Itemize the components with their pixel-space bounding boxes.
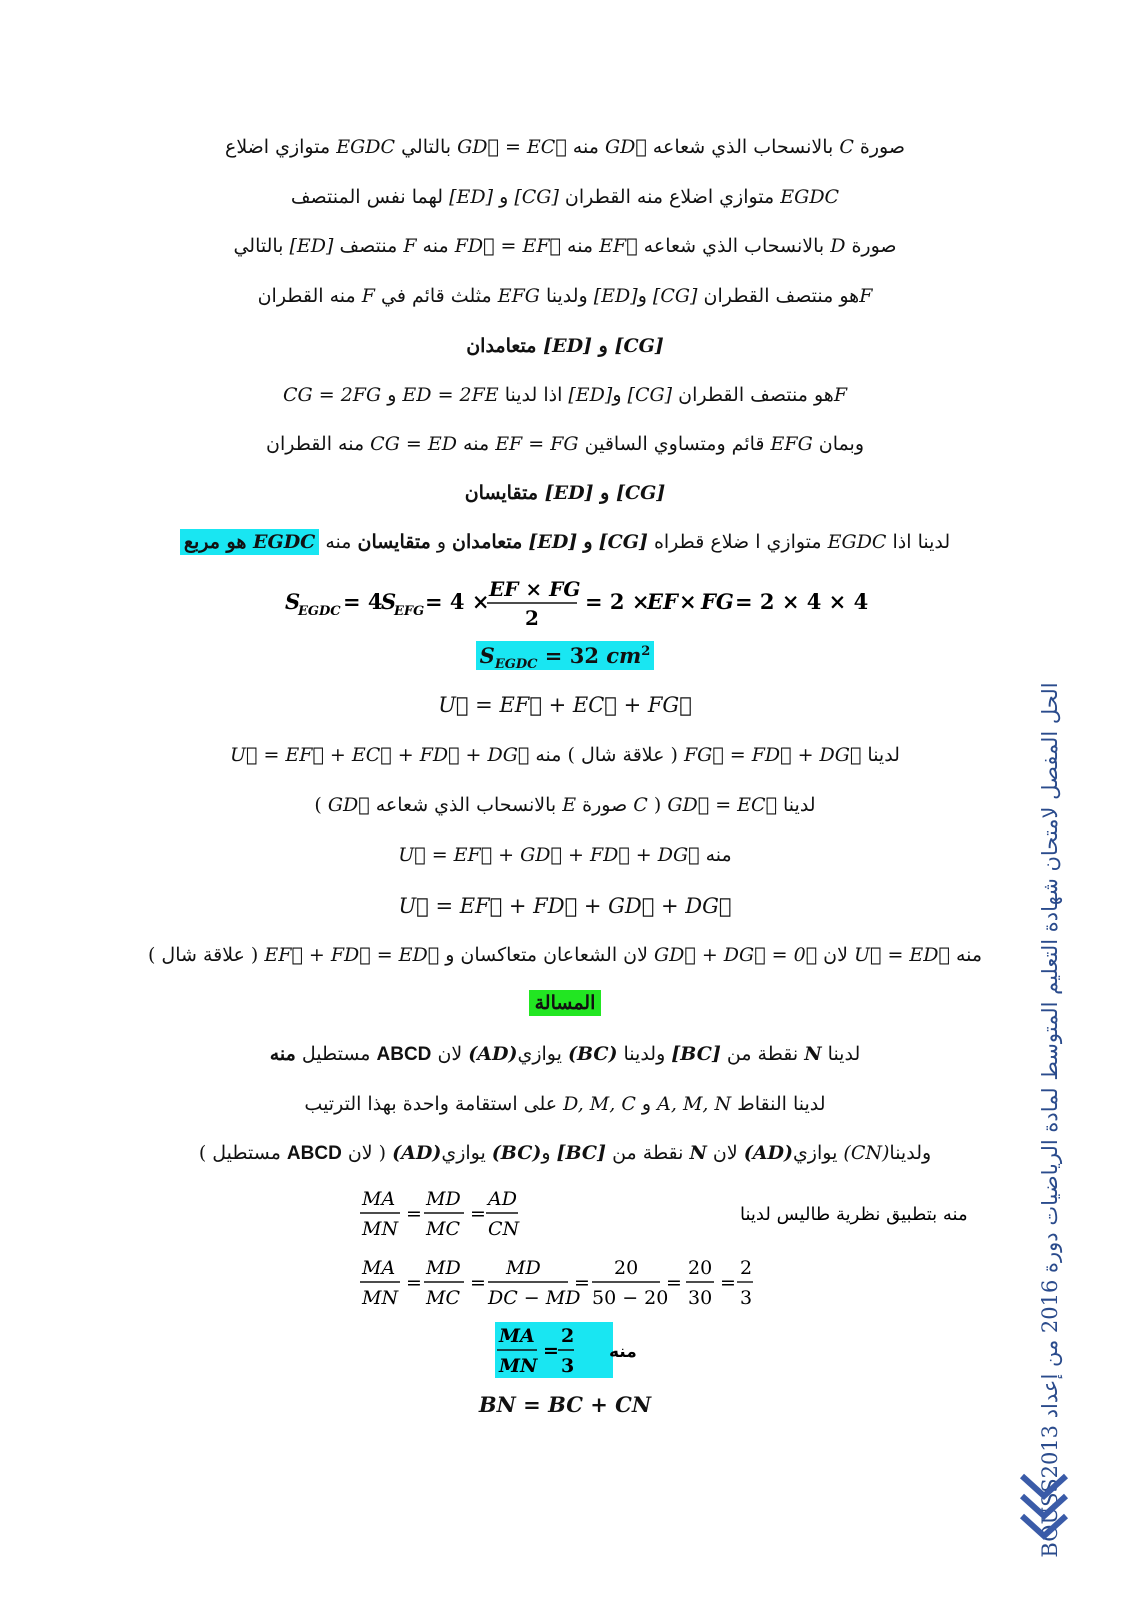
ratio-computation-svg bbox=[360, 1252, 780, 1312]
proof-line-15: لدينا N نقطة من [BC] ولدينا (BC) يوازي(AD) لان ABCD مستطيل منه bbox=[269, 1043, 861, 1065]
svg-text:S: S bbox=[285, 589, 301, 614]
proof-line-4: Fهو منتصف القطران [CG] و[ED] ولدينا EFG مثلث قائم في F منه القطران bbox=[257, 285, 873, 307]
svg-text:×: × bbox=[679, 589, 697, 614]
svg-text:FG: FG bbox=[701, 589, 734, 614]
svg-text:MC: MC bbox=[426, 1218, 460, 1240]
thales-ratios bbox=[360, 1183, 968, 1248]
sidebar-caption bbox=[1030, 682, 1070, 1558]
vector-u-def: U⃗ = EF⃗ + EC⃗ + FG⃗ bbox=[438, 693, 692, 717]
area-formula bbox=[120, 575, 1010, 636]
svg-text:3: 3 bbox=[561, 1355, 575, 1377]
svg-text:MN: MN bbox=[499, 1355, 538, 1377]
svg-text:=: = bbox=[470, 1203, 486, 1225]
svg-text:EGDC: EGDC bbox=[298, 604, 341, 619]
svg-text:MD: MD bbox=[426, 1188, 461, 1210]
proof-line-6: Fهو منتصف القطران [CG] و[ED] اذا لدينا ED = 2FE و CG = 2FG bbox=[282, 384, 848, 406]
svg-text:= 4: = 4 bbox=[343, 589, 383, 614]
proof-line-12: منه U⃗ = EF⃗ + GD⃗ + FD⃗ + DG⃗ bbox=[398, 844, 732, 866]
svg-text:منه: منه bbox=[609, 1342, 637, 1362]
vector-u-reorder: U⃗ = EF⃗ + FD⃗ + GD⃗ + DG⃗ bbox=[398, 894, 732, 918]
svg-text:2: 2 bbox=[561, 1325, 575, 1347]
svg-text:= 4 ×: = 4 × bbox=[425, 589, 490, 614]
svg-text:=: = bbox=[666, 1272, 682, 1294]
problem-heading: المسالة bbox=[120, 992, 1010, 1014]
proof-line-3: صورة D بالانسحاب الذي شعاعه EF⃗ منه FD⃗ = EF⃗ منه F منتصف [ED] بالتالي bbox=[233, 235, 897, 257]
svg-text:MC: MC bbox=[426, 1287, 460, 1309]
svg-text:=: = bbox=[406, 1203, 422, 1225]
svg-text:20: 20 bbox=[688, 1257, 713, 1279]
svg-text:= 2 × 4 × 4: = 2 × 4 × 4 bbox=[735, 589, 869, 614]
svg-text:DC − MD: DC − MD bbox=[488, 1287, 581, 1309]
proof-line-9: لدينا اذا EGDC متوازي ا ضلاع قطراه [CG] و [ED] متعامدان و متقايسان منه EGDC هو مربع bbox=[120, 531, 1010, 553]
thales-ratios-svg bbox=[360, 1183, 968, 1243]
svg-text:S: S bbox=[381, 589, 397, 614]
proof-line-10: لدينا FG⃗ = FD⃗ + DG⃗ ( علاقة شال ) منه U⃗ = EF⃗ + EC⃗ + FD⃗ + DG⃗ bbox=[230, 744, 900, 766]
proof-line-8: [CG] و [ED] متقايسان bbox=[464, 482, 666, 504]
svg-text:منه بتطبيق نظرية طاليس لدينا: منه بتطبيق نظرية طاليس لدينا bbox=[740, 1204, 968, 1225]
svg-text:2: 2 bbox=[525, 606, 539, 630]
proof-line-5: [CG] و [ED] متعامدان bbox=[466, 335, 664, 357]
proof-line-1: صورة C بالانسحاب الذي شعاعه GD⃗ منه GD⃗ = EC⃗ بالتالي EGDC متوازي اضلاع bbox=[224, 136, 905, 158]
svg-text:MA: MA bbox=[362, 1188, 396, 1210]
area-formula-svg bbox=[285, 575, 869, 631]
svg-text:20: 20 bbox=[614, 1257, 639, 1279]
proof-line-2: EGDC متوازي اضلاع منه القطران [CG] و [ED] لهما نفس المنتصف bbox=[290, 186, 840, 208]
svg-text:CN: CN bbox=[488, 1218, 520, 1240]
proof-line-7: وبمان EFG قائم ومتساوي الساقين EF = FG منه CG = ED منه القطران bbox=[266, 433, 864, 455]
svg-text:50 − 20: 50 − 20 bbox=[592, 1287, 669, 1309]
svg-text:EF: EF bbox=[647, 589, 678, 614]
svg-text:MN: MN bbox=[362, 1218, 399, 1240]
bn-formula: BN = BC + CN bbox=[478, 1392, 652, 1417]
ratio-computation bbox=[360, 1252, 780, 1317]
proof-line-13: منه U⃗ = ED⃗ لان GD⃗ + DG⃗ = 0⃗ لان الشعاعان متعاكسان و EF⃗ + FD⃗ = ED⃗ ( علاقة شال ) bbox=[147, 944, 983, 966]
svg-text:MA: MA bbox=[362, 1257, 396, 1279]
svg-text:EFG: EFG bbox=[394, 604, 425, 619]
proof-line-11: لدينا GD⃗ = EC⃗ ( C صورة E بالانسحاب الذي شعاعه GD⃗ ) bbox=[314, 794, 816, 816]
sidebar-text: BOUSS2013 الحل المفصل لامتحان شهادة التعليم المتوسط لمادة الرياضيات دورة 2016 من إعداد bbox=[1038, 682, 1062, 1558]
svg-text:MD: MD bbox=[506, 1257, 541, 1279]
ratio-result-svg bbox=[495, 1320, 637, 1380]
area-result: $S_{EGDC} = 32$ $cm^2$ bbox=[120, 643, 1010, 672]
svg-text:3: 3 bbox=[740, 1287, 753, 1309]
svg-text:MD: MD bbox=[426, 1257, 461, 1279]
svg-text:=: = bbox=[470, 1272, 486, 1294]
svg-text:=: = bbox=[406, 1272, 422, 1294]
chevron-down-icon bbox=[1018, 1470, 1070, 1550]
svg-text:=: = bbox=[720, 1272, 736, 1294]
svg-text:MA: MA bbox=[499, 1325, 535, 1347]
proof-line-17: ولدينا(CN) يوازي(AD) لان N نقطة من [BC] و(BC) يوازي(AD) ( لان ABCD مستطيل ) bbox=[198, 1142, 932, 1164]
svg-text:EF × FG: EF × FG bbox=[489, 577, 581, 601]
svg-text:MN: MN bbox=[362, 1287, 399, 1309]
svg-text:=: = bbox=[574, 1272, 590, 1294]
svg-text:2: 2 bbox=[740, 1257, 753, 1279]
svg-text:30: 30 bbox=[688, 1287, 713, 1309]
svg-text:= 2 ×: = 2 × bbox=[585, 589, 650, 614]
proof-line-16: لدينا النقاط A, M, N و D, M, C على استقامة واحدة بهذا الترتيب bbox=[304, 1093, 826, 1115]
svg-text:AD: AD bbox=[488, 1188, 517, 1210]
ratio-result bbox=[495, 1320, 637, 1385]
svg-text:=: = bbox=[543, 1340, 559, 1362]
